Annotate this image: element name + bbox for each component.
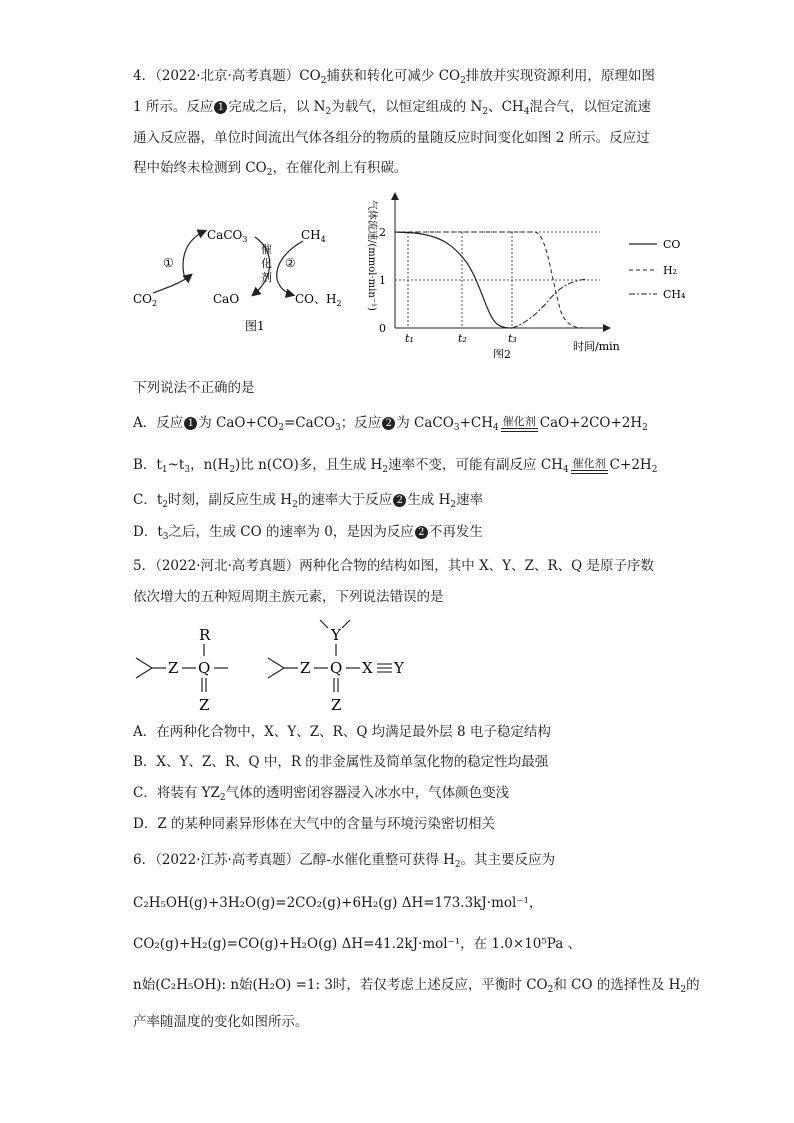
fig2-y-tick-1: 1 <box>379 274 386 287</box>
figure-2-chart <box>355 188 700 358</box>
q5-option-c[interactable]: C．将装有 $YZ_2$气体的透明密闭容器浸入冰水中，气体颜色变浅 <box>133 785 510 803</box>
q4-option-c[interactable]: C．$t_2$时刻，副反应生成 $H_2$的速率大于反应 2 生成 $H_2$速率 <box>133 492 484 510</box>
structure-2 <box>268 620 405 713</box>
legend-h2-label: H₂ <box>663 264 678 277</box>
svg-text:Y: Y <box>394 659 404 677</box>
q5-structures-figure <box>130 618 430 713</box>
q4-stem-line-4: 程中始终未检测到 $CO_2$，在催化剂上有积碳。 <box>133 160 408 178</box>
fig1-catalyst-2: 化 <box>261 257 272 270</box>
q4-option-a[interactable]: A．反应 1 为 $CaO+CO_2=CaCO_3$；反应 2 为 $CaCO_3+CH_4$ 催化剂 $CaO+2CO+2H_2$ <box>133 415 648 433</box>
svg-text:Z: Z <box>168 659 179 677</box>
fig2-x-tick-t3: t₃ <box>508 332 517 345</box>
q6-ratio-line: n始(C₂H₅OH): n始(H₂O) =1: 3时，若仅考虑上述反应，平衡时 $CO_2$和 CO 的选择性及 $H_2$的 <box>133 977 700 995</box>
series-ch4-line <box>512 279 587 328</box>
q5-stem-line-2: 依次增大的五种短周期主族元素，下列说法错误的是 <box>133 589 444 605</box>
q4-stem-line-1: 4．（2022·北京·高考真题）$CO_2$捕获和转化可减少 $CO_2$排放并实现资源利用，原理如图 <box>133 68 655 86</box>
fig1-co2: $CO_2$ <box>133 292 158 308</box>
q4-prompt: 下列说法不正确的是 <box>133 380 255 396</box>
fig1-label-1: ① <box>163 256 174 270</box>
fig2-x-axis-label: 时间/min <box>573 340 620 353</box>
svg-text:R: R <box>199 626 211 644</box>
q5-option-a[interactable]: A．在两种化合物中，X、Y、Z、R、Q 均满足最外层 8 电子稳定结构 <box>133 724 551 740</box>
q4-stem-line-3: 通入反应器，单位时间流出气体各组分的物质的量随反应时间变化如图 2 所示。反应过 <box>133 130 650 146</box>
fig2-y-axis-label: 气体流速/(mmol·min⁻¹) <box>366 200 377 311</box>
q5-option-b[interactable]: B．X、Y、Z、R、Q 中，R 的非金属性及简单氢化物的稳定性均最强 <box>133 754 549 770</box>
figure-1-cycle-diagram <box>125 195 345 335</box>
fig2-x-tick-t1: t₁ <box>405 332 414 345</box>
svg-text:Q: Q <box>330 659 343 677</box>
fig1-caption: 图1 <box>245 319 265 333</box>
fig2-y-tick-2: 2 <box>379 226 386 239</box>
svg-text:Z: Z <box>199 696 210 713</box>
svg-text:Z: Z <box>331 696 342 713</box>
fig2-y-tick-0: 0 <box>379 322 386 335</box>
q4-option-d[interactable]: D．$t_3$之后，生成 CO 的速率为 0，是因为反应 2 不再发生 <box>133 524 483 542</box>
q5-stem-line-1: 5．（2022·河北·高考真题）两种化合物的结构如图，其中 X、Y、Z、R、Q 是原子序数 <box>133 558 654 574</box>
fig1-catalyst-3: 剂 <box>261 271 272 284</box>
q4-stem-line-2: 1 所示。反应 1 完成之后，以 $N_2$为载气，以恒定组成的 $N_2$、$CH_4$混合气，以恒定流速 <box>133 99 651 117</box>
fig2-caption: 图2 <box>493 348 511 358</box>
fig1-ch4: $CH_4$ <box>301 228 326 244</box>
fig1-caco3: CaCO$_3$ <box>207 228 248 244</box>
svg-text:X: X <box>362 659 373 677</box>
svg-text:Z: Z <box>300 659 311 677</box>
fig1-catalyst-1: 催 <box>261 243 272 256</box>
fig1-label-2: ② <box>285 256 296 270</box>
fig2-x-tick-t2: t₂ <box>458 332 467 345</box>
structure-1 <box>136 626 228 713</box>
q6-equation-2: CO₂(g)+H₂(g)=CO(g)+H₂O(g) ΔH=41.2kJ·mol⁻¹，在 1.0×10⁵Pa 、 <box>133 936 582 952</box>
svg-text:Q: Q <box>198 659 211 677</box>
fig1-co-h2: CO、$H_2$ <box>295 292 342 308</box>
q4-option-b[interactable]: B．$t_1\sim t_3$，$n(H_2)$比 n(CO)多，且生成 $H_2$速率不变，可能有副反应 $CH_4$ 催化剂 $C+2H_2$ <box>133 457 658 475</box>
q6-stem-line-1: 6．（2022·江苏·高考真题）乙醇-水催化重整可获得 $H_2$。其主要反应为 <box>133 852 556 870</box>
q5-option-d[interactable]: D．Z 的某种同素异形体在大气中的含量与环境污染密切相关 <box>133 816 495 832</box>
legend-ch4-label: CH₄ <box>663 288 686 301</box>
legend-co-label: CO <box>663 238 681 251</box>
q6-stem-last-line: 产率随温度的变化如图所示。 <box>133 1014 309 1030</box>
fig1-cao: CaO <box>213 292 240 306</box>
q6-equation-1: C₂H₅OH(g)+3H₂O(g)=2CO₂(g)+6H₂(g) ΔH=173.3kJ·mol⁻¹， <box>133 895 543 911</box>
svg-text:Y: Y <box>331 626 341 644</box>
